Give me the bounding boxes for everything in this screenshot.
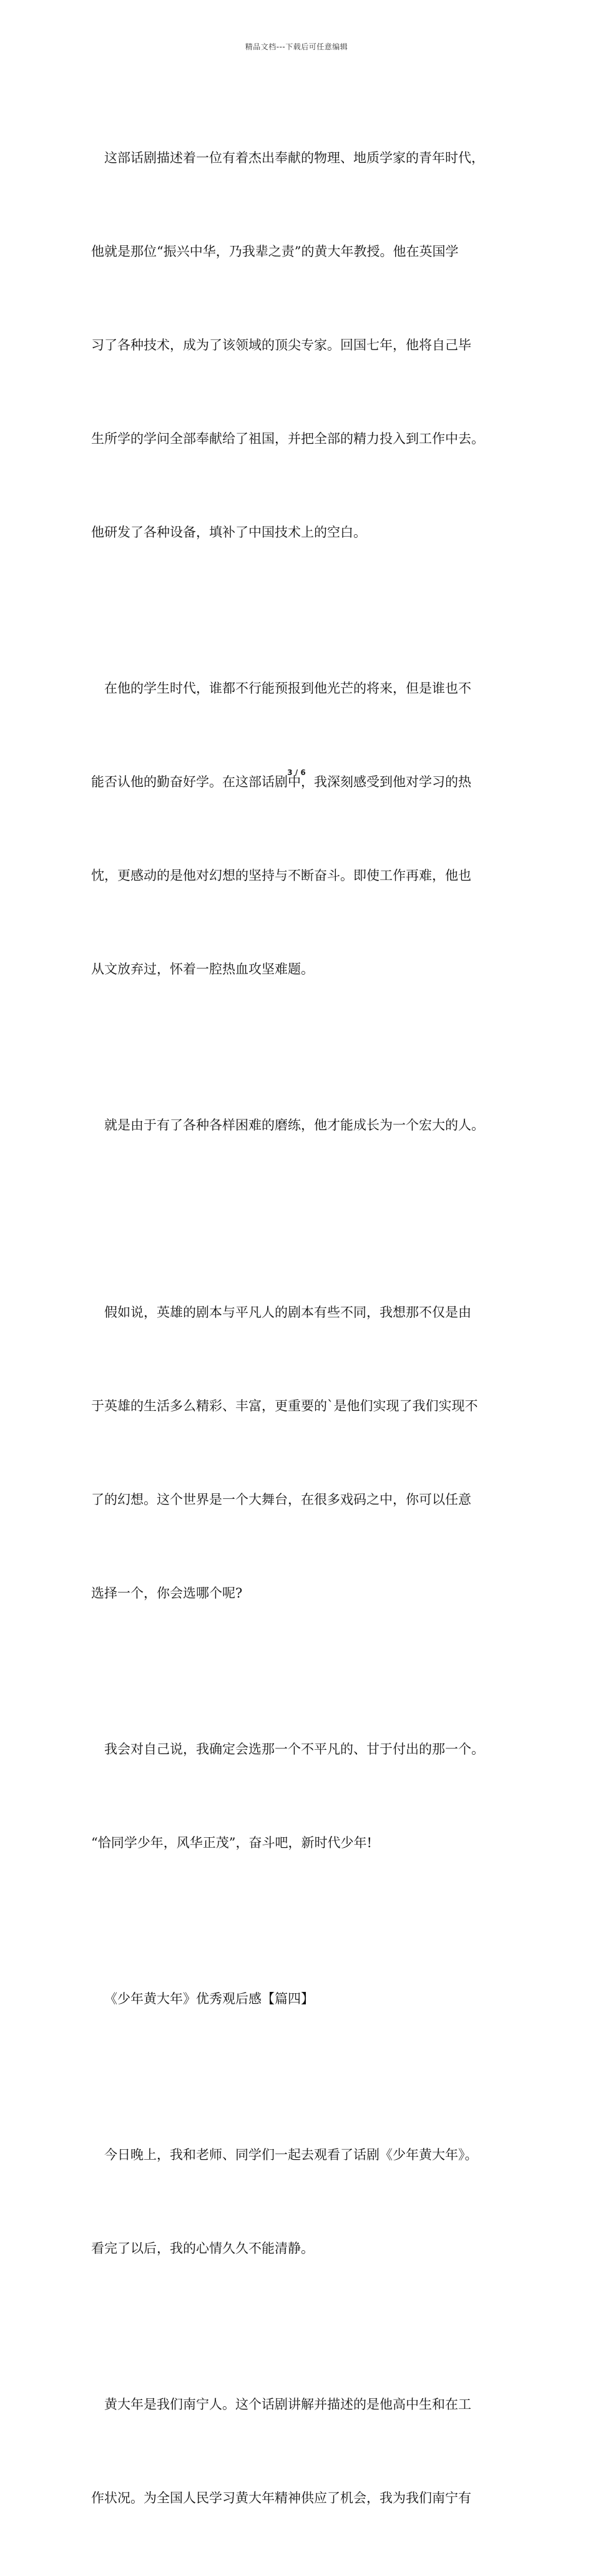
paragraph-7	[91, 2326, 516, 2576]
paragraph-4	[91, 1234, 516, 1671]
text-line: 这部话剧描述着一位有着杰出奉献的物理、地质学家的青年时代，	[104, 150, 484, 165]
paragraph-3	[91, 1047, 516, 1203]
document-body	[91, 80, 516, 2576]
section-heading	[91, 1921, 516, 2077]
paragraph-1	[91, 80, 516, 610]
paragraph-6	[91, 2077, 516, 2326]
text-line: 作状况。为全国人民学习黄大年精神供应了机会，我为我们南宁有	[91, 2491, 471, 2505]
text-line: 了的幻想。这个世界是一个大舞台，在很多戏码之中，你可以任意	[91, 1492, 471, 1507]
text-line: 他研发了各种设备，填补了中国技术上的空白。	[91, 525, 366, 540]
text-line: 习了各种技术，成为了该领域的顶尖专家。回国七年，他将自己毕	[91, 338, 471, 353]
blank-line	[91, 1203, 516, 1234]
text-line: 于英雄的生活多么精彩、丰富，更重要的`是他们实现了我们实现不	[91, 1398, 478, 1413]
text-line: 《少年黄大年》优秀观后感【篇四】	[104, 1991, 314, 2006]
text-line: 忱，更感动的是他对幻想的坚持与不断奋斗。即使工作再难，他也	[91, 868, 471, 883]
text-line: 选择一个，你会选哪个呢?	[91, 1586, 243, 1601]
text-line: “恰同学少年，风华正茂”，奋斗吧，新时代少年!	[91, 1835, 372, 1850]
text-line: 就是由于有了各种各样困难的磨练，他才能成长为一个宏大的人。	[104, 1118, 484, 1133]
text-line: 生所学的学问全部奉献给了祖国，并把全部的精力投入到工作中去。	[91, 431, 484, 446]
text-line: 在他的学生时代，谁都不行能预报到他光芒的将来，但是谁也不	[104, 681, 471, 696]
text-line: 今日晚上，我和老师、同学们一起去观看了话剧《少年黄大年》。	[104, 2147, 478, 2162]
text-line: 黄大年是我们南宁人。这个话剧讲解并描述的是他高中生和在工	[104, 2397, 471, 2412]
paragraph-2	[91, 610, 516, 1047]
page-number: 3 / 6	[287, 768, 306, 777]
page-header: 精品文档---下载后可任意编辑	[245, 42, 348, 51]
text-line: 能否认他的勤奋好学。在这部话剧中，我深刻感受到他对学习的热	[91, 774, 471, 789]
text-line: 他就是那位“振兴中华，乃我辈之责”的黄大年教授。他在英国学	[91, 244, 459, 259]
text-line: 我会对自己说，我确定会选那一个不平凡的、甘于付出的那一个。	[104, 1742, 484, 1757]
text-line: 从文放弃过，怀着一腔热血攻坚难题。	[91, 962, 314, 977]
paragraph-5	[91, 1671, 516, 1921]
text-line: 看完了以后，我的心情久久不能清静。	[91, 2241, 314, 2256]
text-line: 假如说，英雄的剧本与平凡人的剧本有些不同，我想那不仅是由	[104, 1305, 471, 1320]
